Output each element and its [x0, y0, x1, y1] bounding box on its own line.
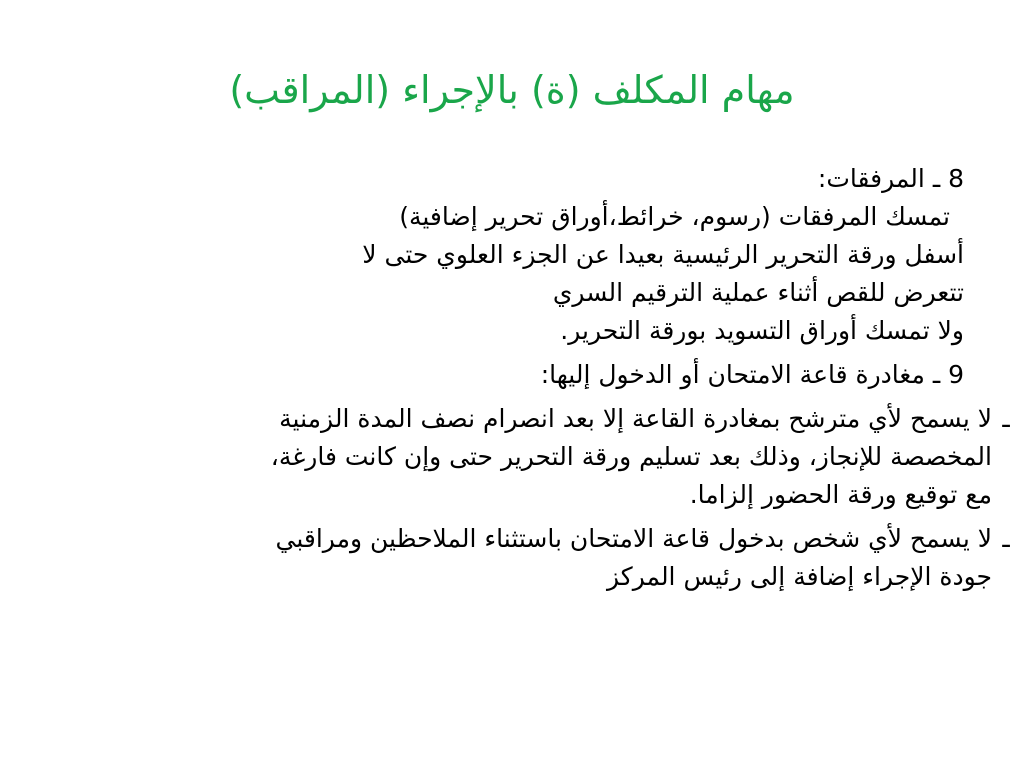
- item-8-line-4: ولا تمسك أوراق التسويد بورقة التحرير.: [560, 316, 964, 345]
- item-8-line-2: أسفل ورقة التحرير الرئيسية بعيدا عن الجزء العلوي حتى لا: [362, 240, 964, 269]
- bullet-item-2: [54, 520, 1020, 596]
- bullet-mark: ـ: [1002, 524, 1010, 553]
- bullet-text: [54, 400, 992, 514]
- bullet-text: [54, 520, 992, 596]
- bullet-2-line-1: لا يسمح لأي شخص بدخول قاعة الامتحان باستثناء الملاحظين ومراقبي: [275, 524, 992, 553]
- bullet-1-line-2: المخصصة للإنجاز، وذلك بعد تسليم ورقة التحرير حتى وإن كانت فارغة،: [270, 442, 992, 471]
- bullet-1-line-3: مع توقيع ورقة الحضور إلزاما.: [689, 480, 992, 509]
- slide-title: مهام المكلف (ة) بالإجراء (المراقب): [229, 68, 795, 112]
- bullet-1-line-1: لا يسمح لأي مترشح بمغادرة القاعة إلا بعد انصرام نصف المدة الزمنية: [279, 404, 992, 433]
- slide-body: [54, 160, 1010, 596]
- item-8-line-1: تمسك المرفقات (رسوم، خرائط،أوراق تحرير إضافية): [399, 202, 950, 231]
- bullet-2-line-2: جودة الإجراء إضافة إلى رئيس المركز: [607, 562, 992, 591]
- bullet-mark: ـ: [1002, 404, 1010, 433]
- bullet-item-1: [54, 400, 1020, 514]
- item-8-line-3: تتعرض للقص أثناء عملية الترقيم السري: [552, 278, 964, 307]
- item-8-heading: 8 ـ المرفقات:: [817, 164, 964, 193]
- item-9-heading: 9 ـ مغادرة قاعة الامتحان أو الدخول إليها:: [540, 360, 964, 389]
